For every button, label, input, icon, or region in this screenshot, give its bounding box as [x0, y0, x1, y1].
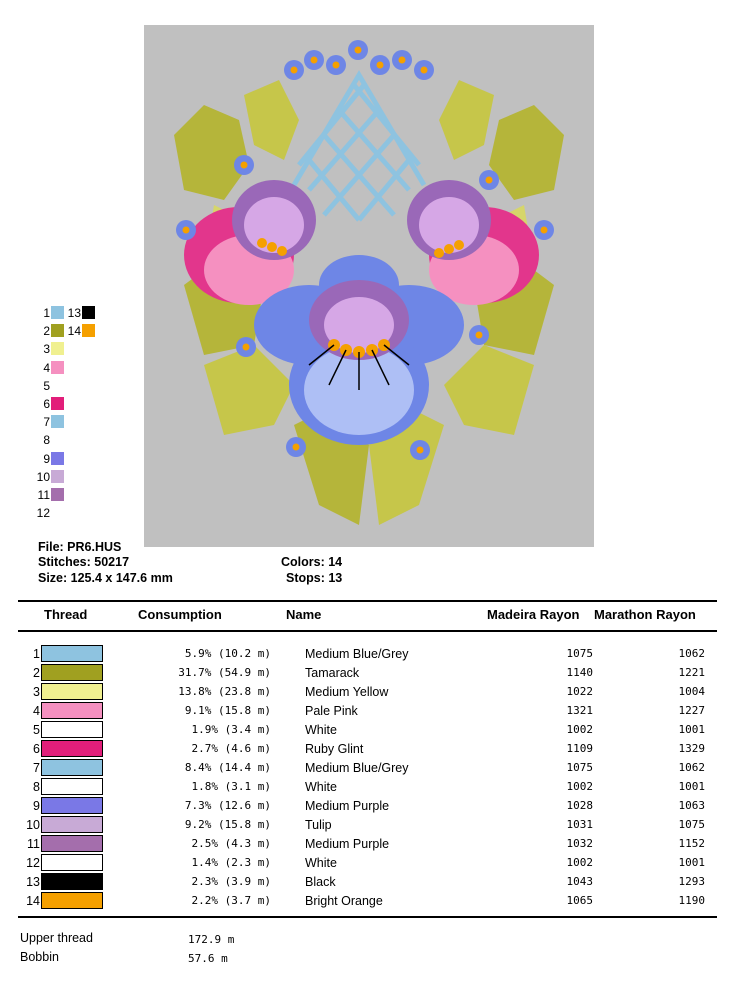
thread-table — [20, 644, 705, 910]
color-swatch — [41, 702, 103, 719]
thread-consumption: 2.2% (3.7 m) — [191, 894, 271, 907]
header-thread: Thread — [44, 607, 88, 622]
madeira-code: 1075 — [566, 761, 593, 774]
legend-swatch — [51, 506, 64, 519]
bobbin-label: Bobbin — [20, 950, 59, 964]
legend-swatch — [82, 306, 95, 319]
thread-name: Ruby Glint — [305, 741, 364, 756]
thread-name: White — [305, 779, 337, 794]
header-consumption: Consumption — [138, 607, 222, 622]
table-row — [20, 872, 705, 891]
thread-consumption: 2.7% (4.6 m) — [191, 742, 271, 755]
header-name: Name — [286, 607, 322, 622]
color-swatch — [41, 721, 103, 738]
legend-swatch — [51, 470, 64, 483]
legend-item — [36, 488, 64, 505]
madeira-code: 1002 — [566, 780, 593, 793]
madeira-code: 1031 — [566, 818, 593, 831]
color-swatch — [41, 683, 103, 700]
thread-index: 11 — [27, 836, 40, 851]
file-name: File: PR6.HUS — [38, 540, 122, 554]
table-row — [20, 815, 705, 834]
thread-consumption: 1.8% (3.1 m) — [191, 780, 271, 793]
legend-item — [67, 306, 95, 323]
table-top-rule — [18, 600, 717, 602]
legend-swatch — [51, 452, 64, 465]
legend-swatch — [51, 488, 64, 501]
thread-name: Tulip — [305, 817, 332, 832]
legend-number: 13 — [67, 306, 81, 320]
madeira-code: 1109 — [566, 742, 593, 755]
thread-consumption: 8.4% (14.4 m) — [184, 761, 271, 774]
marathon-code: 1329 — [678, 742, 705, 755]
thread-consumption: 2.5% (4.3 m) — [191, 837, 271, 850]
legend-swatch — [51, 415, 64, 428]
legend-number: 8 — [43, 433, 50, 448]
upper-thread-label: Upper thread — [20, 931, 93, 945]
color-swatch — [41, 645, 103, 662]
legend-item — [36, 306, 64, 323]
madeira-code: 1140 — [566, 666, 593, 679]
thread-consumption: 31.7% (54.9 m) — [178, 666, 271, 679]
color-count: Colors: 14 — [281, 555, 343, 569]
legend-item — [36, 397, 64, 414]
color-swatch — [41, 797, 103, 814]
legend-item — [36, 506, 64, 523]
legend-number: 9 — [43, 451, 50, 466]
color-swatch — [41, 759, 103, 776]
table-row — [20, 834, 705, 853]
color-swatch — [41, 873, 103, 890]
madeira-code: 1028 — [566, 799, 593, 812]
thread-name: Medium Blue/Grey — [305, 760, 409, 775]
bobbin-value: 57.6 m — [188, 952, 228, 965]
thread-swatch — [41, 682, 141, 701]
thread-index: 1 — [33, 646, 40, 661]
legend-item — [36, 470, 64, 487]
legend-item — [36, 415, 64, 432]
thread-name: White — [305, 722, 337, 737]
legend-number: 6 — [43, 397, 50, 411]
thread-index: 14 — [26, 893, 40, 908]
legend-item — [36, 452, 64, 469]
thread-index: 9 — [33, 798, 40, 813]
color-swatch — [41, 854, 103, 871]
marathon-code: 1063 — [678, 799, 705, 812]
thread-name: Medium Blue/Grey — [305, 646, 409, 661]
table-row — [20, 739, 705, 758]
thread-swatch — [41, 758, 141, 777]
color-swatch — [41, 664, 103, 681]
legend-item — [36, 342, 64, 359]
legend-swatch — [51, 361, 64, 374]
thread-swatch — [41, 891, 141, 910]
thread-swatch — [41, 701, 141, 720]
legend-number: 11 — [37, 488, 50, 502]
marathon-code: 1062 — [678, 761, 705, 774]
marathon-code: 1152 — [678, 837, 705, 850]
table-row — [20, 644, 705, 663]
madeira-code: 1065 — [566, 894, 593, 907]
marathon-code: 1227 — [678, 704, 705, 717]
thread-swatch — [41, 720, 141, 739]
thread-index: 7 — [33, 760, 40, 775]
legend-swatch — [51, 397, 64, 410]
thread-index: 10 — [26, 817, 40, 832]
pink-flower-right — [407, 180, 539, 305]
thread-swatch — [41, 663, 141, 682]
madeira-code: 1002 — [566, 723, 593, 736]
table-row — [20, 682, 705, 701]
color-swatch — [41, 778, 103, 795]
table-row — [20, 891, 705, 910]
legend-number: 14 — [67, 324, 81, 339]
table-row — [20, 701, 705, 720]
marathon-code: 1293 — [678, 875, 705, 888]
thread-consumption: 2.3% (3.9 m) — [191, 875, 271, 888]
thread-index: 13 — [26, 874, 40, 889]
thread-index: 12 — [26, 855, 40, 870]
marathon-code: 1001 — [678, 780, 705, 793]
table-row — [20, 720, 705, 739]
thread-swatch — [41, 644, 141, 663]
marathon-code: 1004 — [678, 685, 705, 698]
legend-item — [67, 324, 95, 341]
madeira-code: 1002 — [566, 856, 593, 869]
thread-index: 5 — [33, 722, 40, 737]
color-swatch — [41, 740, 103, 757]
table-bottom-rule — [18, 916, 717, 918]
marathon-code: 1001 — [678, 723, 705, 736]
madeira-code: 1043 — [566, 875, 593, 888]
thread-name: Bright Orange — [305, 893, 383, 908]
legend-number: 2 — [43, 324, 50, 339]
thread-consumption: 13.8% (23.8 m) — [178, 685, 271, 698]
legend-swatch — [51, 433, 64, 446]
legend-number: 10 — [36, 469, 50, 484]
thread-consumption: 7.3% (12.6 m) — [184, 799, 271, 812]
marathon-code: 1075 — [678, 818, 705, 831]
thread-name: White — [305, 855, 337, 870]
stitch-count: Stitches: 50217 — [38, 555, 130, 569]
embroidery-design-image — [144, 25, 594, 547]
marathon-code: 1062 — [678, 647, 705, 660]
madeira-code: 1075 — [566, 647, 593, 660]
table-row — [20, 853, 705, 872]
table-header-rule — [18, 630, 717, 632]
madeira-code: 1032 — [566, 837, 593, 850]
lattice — [294, 75, 424, 220]
thread-swatch — [41, 777, 141, 796]
legend-item — [36, 361, 64, 378]
marathon-code: 1001 — [678, 856, 705, 869]
table-row — [20, 663, 705, 682]
legend-number: 4 — [43, 360, 50, 375]
thread-index: 4 — [33, 703, 40, 718]
legend-swatch — [51, 342, 64, 355]
thread-consumption: 9.2% (15.8 m) — [184, 818, 271, 831]
legend-item — [36, 433, 64, 450]
table-row — [20, 796, 705, 815]
thread-name: Medium Purple — [305, 836, 390, 851]
thread-swatch — [41, 815, 141, 834]
stop-count: Stops: 13 — [286, 571, 343, 585]
legend-number: 3 — [43, 342, 50, 357]
legend-swatch — [82, 324, 95, 337]
madeira-code: 1321 — [566, 704, 593, 717]
header-marathon-rayon: Marathon Rayon — [594, 607, 696, 622]
thread-name: Pale Pink — [305, 703, 358, 718]
header-madeira-rayon: Madeira Rayon — [487, 607, 580, 622]
thread-index: 6 — [33, 741, 40, 756]
upper-thread-value: 172.9 m — [188, 933, 235, 946]
table-row — [20, 777, 705, 796]
embroidery-preview — [144, 25, 594, 547]
thread-name: Medium Purple — [305, 798, 390, 813]
legend-swatch — [51, 306, 64, 319]
thread-consumption: 1.9% (3.4 m) — [191, 723, 271, 736]
legend-number: 7 — [43, 415, 50, 430]
table-row — [20, 758, 705, 777]
legend-item — [36, 324, 64, 341]
legend-number: 1 — [43, 306, 50, 320]
legend-swatch — [51, 324, 64, 337]
thread-index: 3 — [33, 684, 40, 699]
color-swatch — [41, 835, 103, 852]
thread-name: Medium Yellow — [305, 684, 389, 699]
thread-consumption: 1.4% (2.3 m) — [191, 856, 271, 869]
legend-number: 5 — [43, 378, 50, 393]
thread-swatch — [41, 853, 141, 872]
thread-consumption: 5.9% (10.2 m) — [184, 647, 271, 660]
design-size: Size: 125.4 x 147.6 mm — [38, 571, 173, 585]
madeira-code: 1022 — [566, 685, 593, 698]
thread-consumption: 9.1% (15.8 m) — [184, 704, 271, 717]
legend-item — [36, 379, 64, 396]
thread-swatch — [41, 739, 141, 758]
legend-swatch — [51, 379, 64, 392]
color-swatch — [41, 892, 103, 909]
thread-name: Tamarack — [305, 665, 360, 680]
marathon-code: 1190 — [678, 894, 705, 907]
thread-swatch — [41, 872, 141, 891]
legend-number: 12 — [36, 506, 50, 521]
marathon-code: 1221 — [678, 666, 705, 679]
color-swatch — [41, 816, 103, 833]
thread-index: 2 — [33, 665, 40, 680]
thread-swatch — [41, 796, 141, 815]
thread-swatch — [41, 834, 141, 853]
thread-index: 8 — [33, 779, 40, 794]
thread-name: Black — [305, 874, 336, 889]
